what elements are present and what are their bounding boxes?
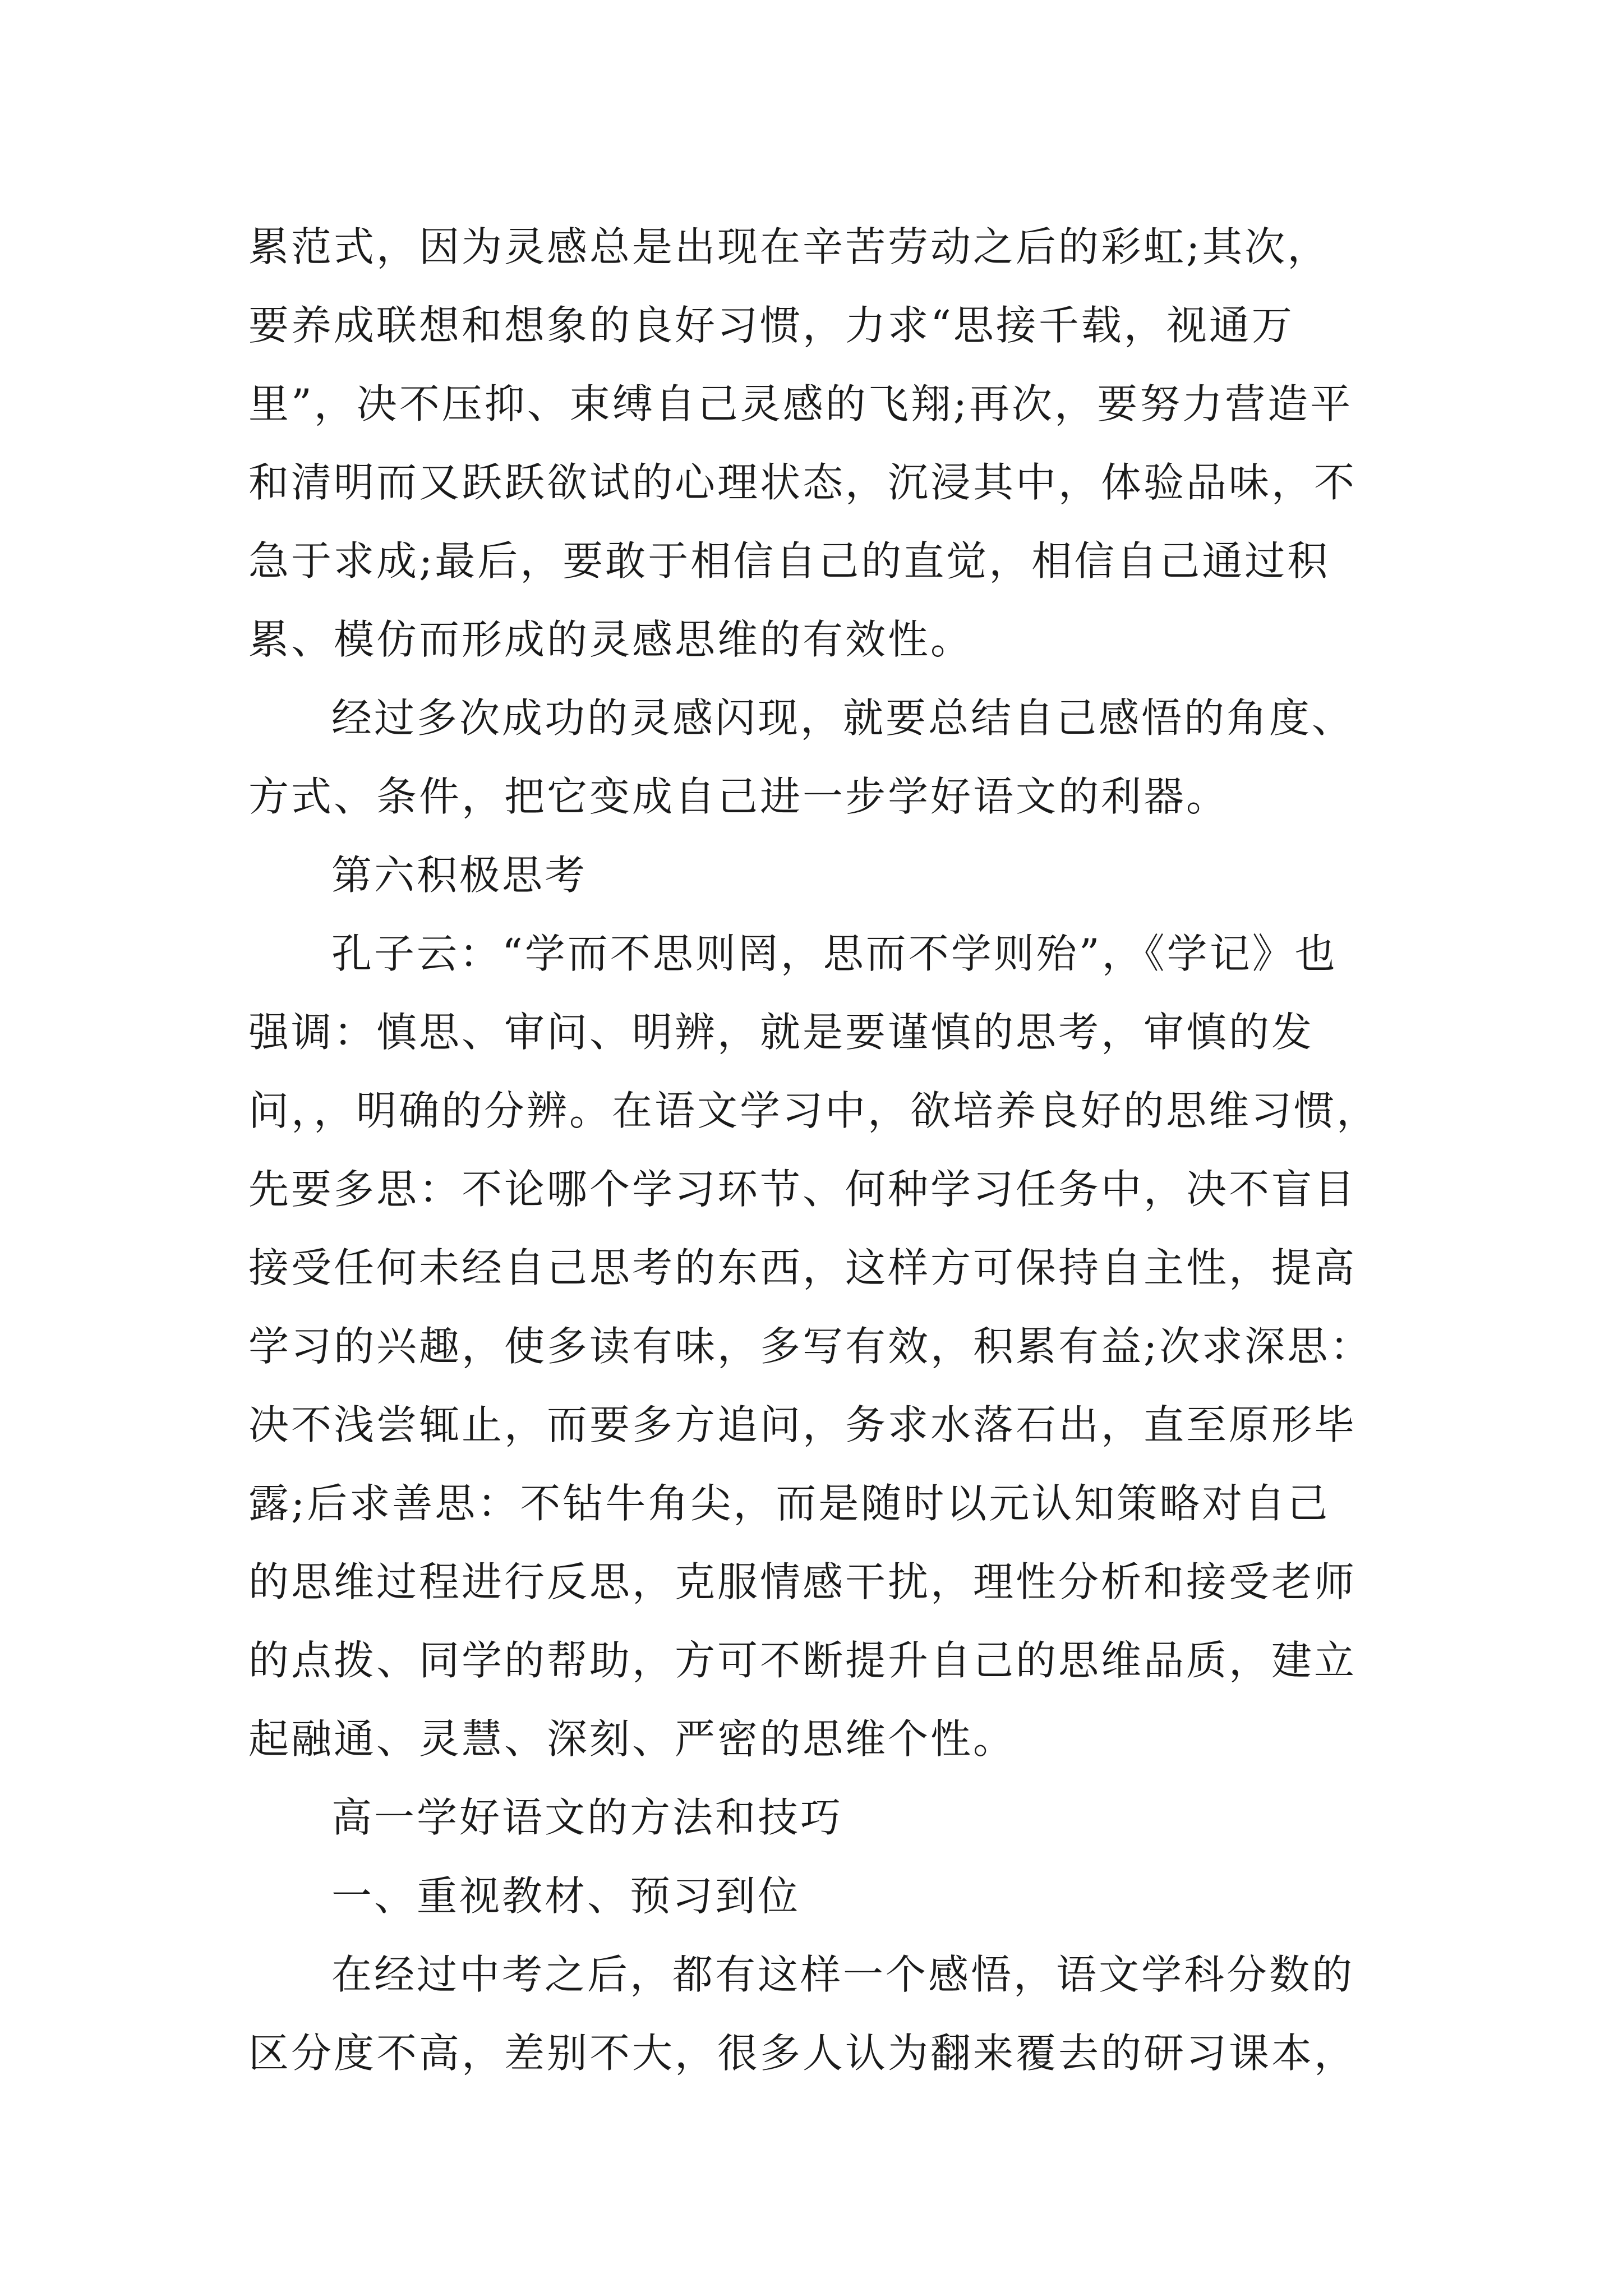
- text-line: 累范式，因为灵感总是出现在辛苦劳动之后的彩虹;其次，: [248, 223, 1330, 270]
- text-line: 和清明而又跃跃欲试的心理状态，沉浸其中，体验品味，不: [248, 459, 1357, 506]
- paragraph-first-line: 在经过中考之后，都有这样一个感悟，语文学科分数的: [331, 1951, 1355, 1998]
- text-line: 累、模仿而形成的灵感思维的有效性。: [248, 616, 974, 663]
- text-line: 方式、条件，把它变成自己进一步学好语文的利器。: [248, 773, 1229, 820]
- text-line: 区分度不高，差别不大，很多人认为翻来覆去的研习课本，: [248, 2030, 1357, 2077]
- text-line: 问，，明确的分辨。在语文学习中，欲培养良好的思维习惯，: [248, 1087, 1380, 1134]
- text-line: 急于求成;最后，要敢于相信自己的直觉，相信自己通过积: [248, 537, 1330, 585]
- text-line: 学习的兴趣，使多读有味，多写有效，积累有益;次求深思：: [248, 1323, 1373, 1370]
- text-line: 决不浅尝辄止，而要多方追问，务求水落石出，直至原形毕: [248, 1401, 1357, 1448]
- text-line: 起融通、灵慧、深刻、严密的思维个性。: [248, 1715, 1016, 1763]
- text-line: 里”，决不压抑、束缚自己灵感的飞翔;再次，要努力营造平: [248, 380, 1353, 427]
- paragraph-first-line: 第六积极思考: [331, 852, 588, 899]
- text-line: 露;后求善思：不钻牛角尖，而是随时以元认知策略对自己: [248, 1480, 1330, 1527]
- text-line: 要养成联想和想象的良好习惯，力求“思接千载，视通万: [248, 302, 1294, 349]
- paragraph-first-line: 高一学好语文的方法和技巧: [331, 1794, 843, 1841]
- document-body: [248, 208, 1381, 2092]
- text-line: 的点拨、同学的帮助，方可不断提升自己的思维品质，建立: [248, 1637, 1357, 1684]
- text-line: 接受任何未经自己思考的东西，这样方可保持自主性，提高: [248, 1244, 1357, 1291]
- paragraph-first-line: 一、重视教材、预习到位: [331, 1872, 801, 1920]
- paragraph-first-line: 经过多次成功的灵感闪现，就要总结自己感悟的角度、: [331, 694, 1355, 742]
- text-line: 的思维过程进行反思，克服情感干扰，理性分析和接受老师: [248, 1558, 1357, 1605]
- text-line: 先要多思：不论哪个学习环节、何种学习任务中，决不盲目: [248, 1166, 1357, 1213]
- text-line: 强调：慎思、审问、明辨，就是要谨慎的思考，审慎的发: [248, 1009, 1315, 1056]
- paragraph-first-line: 孔子云：“学而不思则罔，思而不学则殆”，《学记》也: [331, 930, 1338, 977]
